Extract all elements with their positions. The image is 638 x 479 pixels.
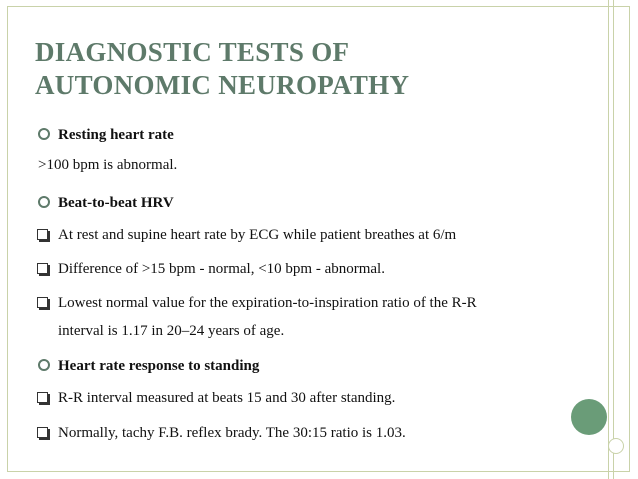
square-bullet-icon (37, 392, 48, 403)
text-hrv-ratio-continued: interval is 1.17 in 20–24 years of age. (58, 323, 285, 339)
square-bullet-icon (37, 297, 48, 308)
slide-title-line-1: DIAGNOSTIC TESTS OF (35, 37, 350, 67)
heading-resting-heart-rate: Resting heart rate (58, 127, 174, 143)
square-bullet-icon (37, 263, 48, 274)
heading-beat-to-beat-hrv: Beat-to-beat HRV (58, 195, 174, 211)
text-hrv-difference: Difference of >15 bpm - normal, <10 bpm - abnormal. (58, 261, 385, 277)
heading-standing-response: Heart rate response to standing (58, 358, 260, 374)
text-30-15-ratio: Normally, tachy F.B. reflex brady. The 30:15 ratio is 1.03. (58, 425, 406, 441)
square-bullet-icon (37, 427, 48, 438)
decorative-ring-circle (608, 438, 624, 454)
slide-title-line-2: AUTONOMIC NEUROPATHY (35, 70, 410, 100)
circle-bullet-icon (38, 128, 50, 140)
square-bullet-icon (37, 229, 48, 240)
text-hrv-rest-supine: At rest and supine heart rate by ECG while patient breathes at 6/m (58, 227, 457, 243)
circle-bullet-icon (38, 196, 50, 208)
decorative-green-circle (571, 399, 607, 435)
text-rr-interval: R-R interval measured at beats 15 and 30 after standing. (58, 390, 396, 406)
text-resting-abnormal: >100 bpm is abnormal. (38, 157, 178, 173)
circle-bullet-icon (38, 359, 50, 371)
text-hrv-ratio: Lowest normal value for the expiration-to-inspiration ratio of the R-R (58, 295, 477, 311)
